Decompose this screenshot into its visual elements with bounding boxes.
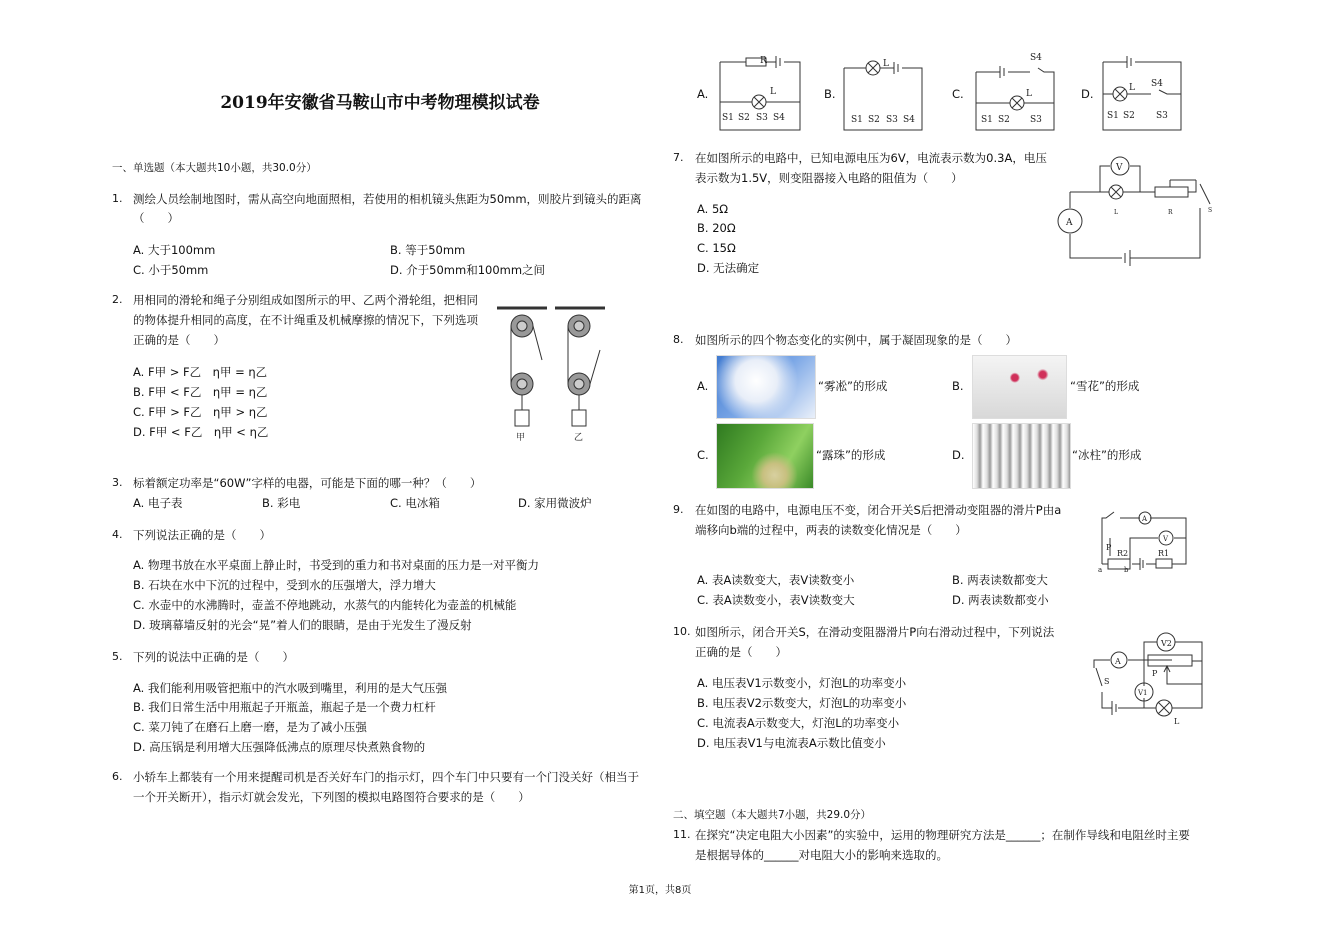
svg-text:L: L (770, 87, 776, 97)
question-text: 下列的说法中正确的是（ ） (133, 650, 294, 664)
svg-text:S: S (1104, 677, 1110, 686)
question-number: 2. (112, 293, 123, 306)
svg-text:S1: S1 (851, 115, 863, 125)
question-text: 在如图所示的电路中，已知电源电压为6V，电流表示数为0.3A，电压 (695, 151, 1047, 165)
question-text: 用相同的滑轮和绳子分别组成如图所示的甲、乙两个滑轮组，把相同 (133, 293, 478, 307)
option-c: C. (952, 87, 964, 101)
question-text: 小轿车上都装有一个用来提醒司机是否关好车门的指示灯，四个车门中只要有一个门没关好（相当于 (133, 770, 639, 784)
option-c: C. F甲 > F乙 η甲 > η乙 (133, 405, 268, 419)
svg-text:S1: S1 (1107, 111, 1119, 121)
svg-text:A: A (1142, 515, 1148, 523)
question-number: 4. (112, 528, 123, 541)
label-yi: 乙 (574, 433, 584, 443)
svg-text:S2: S2 (738, 113, 750, 123)
question-text: 标着额定功率是“60W”字样的电器，可能是下面的哪一种？（ ） (133, 476, 482, 490)
rime-photo (716, 355, 816, 419)
svg-text:R2: R2 (1117, 549, 1129, 558)
svg-text:S1: S1 (981, 115, 993, 125)
plum-snow-photo (972, 355, 1067, 419)
question-text: 的物体提升相同的高度，在不计绳重及机械摩擦的情况下，下列选项 (133, 313, 478, 327)
svg-text:S4: S4 (1151, 79, 1163, 89)
circuit-c (974, 50, 1059, 132)
svg-text:L: L (1174, 717, 1180, 726)
caption-d: “冰柱”的形成 (1072, 448, 1142, 462)
option-b: B. F甲 < F乙 η甲 = η乙 (133, 385, 268, 399)
option-c: C. 表A读数变小，表V读数变大 (697, 593, 855, 607)
circuit-q9 (1098, 508, 1193, 573)
svg-text:R: R (1168, 209, 1173, 216)
page-footer: 第1页，共8页 (628, 885, 692, 896)
question-number: 7. (673, 151, 684, 164)
option-d: D. (1081, 87, 1094, 101)
option-c: C. 电流表A示数变大，灯泡L的功率变小 (697, 716, 900, 730)
option-b: B. (824, 87, 836, 101)
option-d: D. 两表读数都变小 (952, 593, 1049, 607)
option-b: B. 彩电 (262, 496, 301, 510)
svg-text:L: L (1129, 83, 1135, 93)
option-a: A. 大于100mm (133, 243, 216, 257)
caption-b: “雪花”的形成 (1070, 379, 1140, 393)
option-b: B. (952, 379, 964, 393)
circuit-q7 (1030, 150, 1220, 265)
svg-text:V2: V2 (1161, 639, 1172, 648)
svg-text:S: S (1208, 207, 1213, 214)
question-text: 在如图的电路中，电源电压不变，闭合开关S后把滑动变阻器的滑片P由a (695, 503, 1062, 517)
dew-photo (716, 423, 814, 489)
question-text: 在探究“决定电阻大小因素”的实验中，运用的物理研究方法是______；在制作导线和电阻丝时主要 (695, 828, 1190, 842)
svg-text:S3: S3 (1030, 115, 1042, 125)
option-a: A. 表A读数变大，表V读数变小 (697, 573, 855, 587)
question-text: 正确的是（ ） (133, 333, 225, 347)
question-text: 是根据导体的______对电阻大小的影响来选取的。 (695, 848, 948, 862)
circuit-q10 (1092, 628, 1212, 728)
option-b: B. 20Ω (697, 221, 736, 235)
option-b: B. 石块在水中下沉的过程中，受到水的压强增大，浮力增大 (133, 578, 436, 592)
question-number: 8. (673, 333, 684, 346)
svg-text:V1: V1 (1138, 689, 1148, 697)
pulley-system-jia (497, 308, 547, 443)
option-c: C. (697, 448, 709, 462)
svg-text:S4: S4 (903, 115, 915, 125)
page-title: 2019年安徽省马鞍山市中考物理模拟试卷 (220, 93, 540, 113)
svg-text:R1: R1 (1158, 549, 1170, 558)
option-a: A. 电压表V1示数变小，灯泡L的功率变小 (697, 676, 907, 690)
circuit-d (1101, 52, 1186, 134)
section-1-heading: 一、单选题（本大题共10小题，共30.0分） (112, 162, 317, 174)
question-text: 正确的是（ ） (695, 645, 787, 659)
svg-text:V: V (1116, 163, 1123, 173)
question-text: （ ） (133, 211, 179, 225)
option-d: D. 无法确定 (697, 261, 760, 275)
svg-text:L: L (1114, 209, 1118, 216)
pulley-system-yi (555, 308, 605, 443)
svg-text:S2: S2 (868, 115, 880, 125)
svg-text:P: P (1152, 669, 1158, 678)
question-text: 下列说法正确的是（ ） (133, 528, 271, 542)
option-d: D. 玻璃幕墙反射的光会“晃”着人们的眼睛，是由于光发生了漫反射 (133, 618, 472, 632)
svg-text:L: L (883, 59, 889, 69)
section-2-heading: 二、填空题（本大题共7小题，共29.0分） (673, 809, 872, 821)
option-a: A. 5Ω (697, 202, 729, 216)
svg-text:P: P (1106, 543, 1112, 552)
option-c: C. 小于50mm (133, 263, 209, 277)
circuit-b (842, 52, 927, 134)
svg-text:S1: S1 (722, 113, 734, 123)
option-a: A. 我们能利用吸管把瓶中的汽水吸到嘴里，利用的是大气压强 (133, 681, 447, 695)
question-number: 6. (112, 770, 123, 783)
svg-text:L: L (1026, 89, 1032, 99)
svg-text:R: R (760, 56, 767, 66)
option-d: D. 家用微波炉 (518, 496, 592, 510)
option-c: C. 15Ω (697, 241, 736, 255)
option-d: D. 高压锅是利用增大压强降低沸点的原理尽快煮熟食物的 (133, 740, 426, 754)
option-b: B. 两表读数都变大 (952, 573, 1048, 587)
option-a: A. (697, 87, 709, 101)
svg-text:S3: S3 (1156, 111, 1168, 121)
option-d: D. F甲 < F乙 η甲 < η乙 (133, 425, 269, 439)
question-number: 3. (112, 476, 123, 489)
question-text: 如图所示的四个物态变化的实例中，属于凝固现象的是（ ） (695, 333, 1017, 347)
option-d: D. 电压表V1与电流表A示数比值变小 (697, 736, 886, 750)
question-text: 一个开关断开），指示灯就会发光，下列图的模拟电路图符合要求的是（ ） (133, 790, 530, 804)
caption-c: “露珠”的形成 (816, 448, 886, 462)
svg-text:S2: S2 (1123, 111, 1135, 121)
caption-a: “雾凇”的形成 (818, 379, 888, 393)
question-number: 9. (673, 503, 684, 516)
question-number: 10. (673, 625, 691, 638)
question-number: 11. (673, 828, 691, 841)
svg-text:S2: S2 (998, 115, 1010, 125)
option-a: A. 电子表 (133, 496, 183, 510)
option-d: D. 介于50mm和100mm之间 (390, 263, 546, 277)
pulley-diagram (495, 300, 615, 450)
svg-text:a: a (1098, 566, 1103, 574)
svg-text:S4: S4 (1030, 53, 1042, 63)
question-text: 如图所示，闭合开关S，在滑动变阻器滑片P向右滑动过程中，下列说法 (695, 625, 1055, 639)
svg-text:S3: S3 (756, 113, 768, 123)
question-text: 端移向b端的过程中，两表的读数变化情况是（ ） (695, 523, 967, 537)
option-c: C. 电冰箱 (390, 496, 440, 510)
option-b: B. 电压表V2示数变大，灯泡L的功率变小 (697, 696, 907, 710)
option-b: B. 我们日常生活中用瓶起子开瓶盖，瓶起子是一个费力杠杆 (133, 700, 436, 714)
option-c: C. 水壶中的水沸腾时，壶盖不停地跳动，水蒸气的内能转化为壶盖的机械能 (133, 598, 517, 612)
svg-text:A: A (1066, 218, 1073, 228)
option-a: A. (697, 379, 709, 393)
question-number: 1. (112, 192, 123, 205)
option-a: A. F甲 > F乙 η甲 = η乙 (133, 365, 268, 379)
svg-text:A: A (1115, 657, 1121, 666)
question-number: 5. (112, 650, 123, 663)
label-jia: 甲 (516, 433, 526, 443)
option-c: C. 菜刀钝了在磨石上磨一磨，是为了减小压强 (133, 720, 367, 734)
option-b: B. 等于50mm (390, 243, 466, 257)
svg-text:b: b (1124, 566, 1129, 574)
icicle-photo (972, 423, 1071, 489)
question-text: 表示数为1.5V，则变阻器接入电路的阻值为（ ） (695, 171, 963, 185)
svg-text:V: V (1163, 535, 1169, 543)
svg-text:S4: S4 (773, 113, 785, 123)
option-a: A. 物理书放在水平桌面上静止时，书受到的重力和书对桌面的压力是一对平衡力 (133, 558, 539, 572)
svg-text:S3: S3 (886, 115, 898, 125)
circuit-a (718, 50, 803, 132)
question-text: 测绘人员绘制地图时，需从高空向地面照相，若使用的相机镜头焦距为50mm，则胶片到镜头的距离 (133, 192, 642, 206)
option-d: D. (952, 448, 965, 462)
